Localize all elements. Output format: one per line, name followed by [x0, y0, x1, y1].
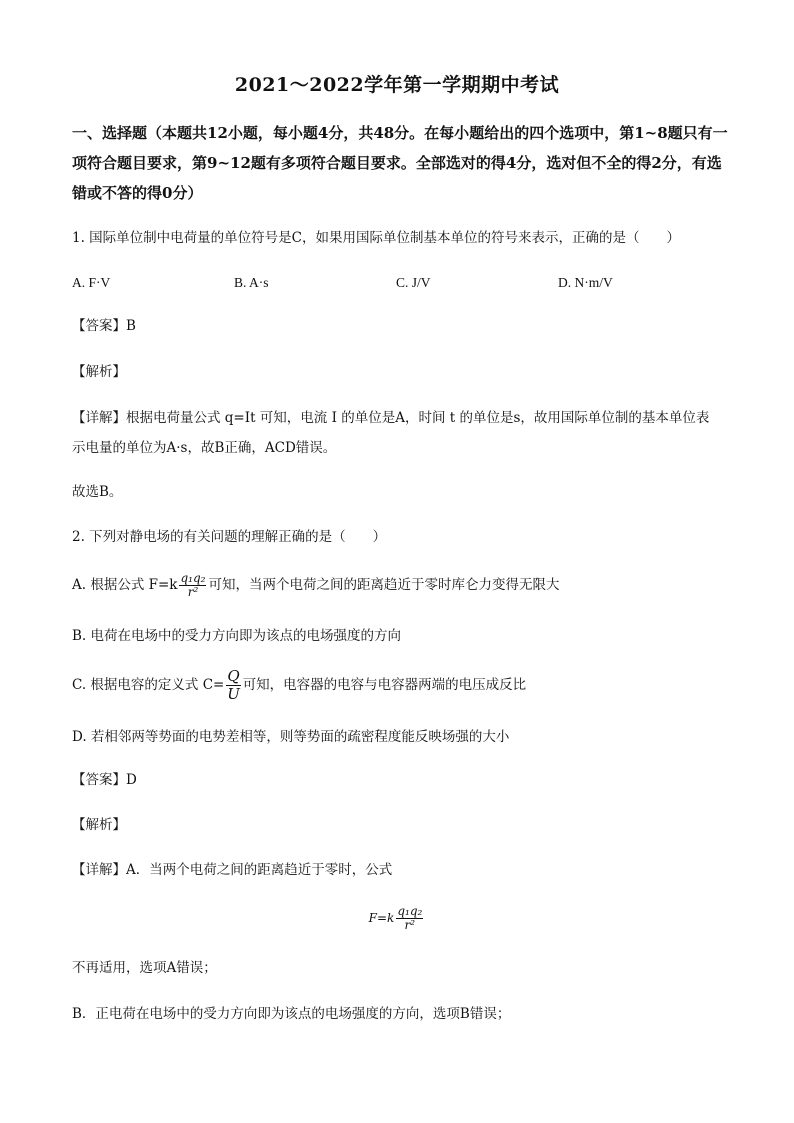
q1-option-c: C. J/V: [396, 275, 431, 290]
q2-stem: 2. 下列对静电场的有关问题的理解正确的是（ ）: [72, 529, 387, 545]
coulomb-formula-display: [0, 905, 794, 932]
q1-detail-line-2: 示电量的单位为A·s，故B正确，ACD错误。: [72, 440, 337, 456]
q2-option-c: [72, 668, 526, 703]
page-title: 2021～2022学年第一学期期中考试: [234, 74, 560, 96]
q2-option-a-suffix: 可知，当两个电荷之间的距离趋近于零时库仑力变得无限大: [208, 577, 560, 593]
capacitance-denominator: U: [227, 685, 240, 703]
q1-answer: 【答案】B: [72, 318, 136, 334]
formula-numerator: q₁q₂: [397, 904, 423, 918]
q2-option-b: B. 电荷在电场中的受力方向即为该点的电场强度的方向: [72, 628, 402, 644]
q2-option-a: [72, 572, 559, 599]
capacitance-fraction: [226, 668, 240, 703]
section-instructions: 一、选择题（本题共12小题，每小题4分，共48分。在每小题给出的四个选项中，第1~8题只有一项符合题目要求，第9~12题有多项符合题目要求。全部选对的得4分，选对但不全的得2分，有选错或不答的得0分）: [72, 124, 728, 202]
q2-detail-line-2: 不再适用，选项A错误；: [72, 960, 217, 976]
q1-detail-line-1: 【详解】根据电荷量公式 q=It 可知，电流 I 的单位是A，时间 t 的单位是s，故用国际单位制的基本单位表: [72, 410, 710, 426]
q2-option-d: D. 若相邻两等势面的电势差相等，则等势面的疏密程度能反映场强的大小: [72, 729, 510, 745]
coulomb-fraction: [179, 572, 206, 599]
formula-denominator: r²: [404, 918, 416, 932]
q1-option-a: A. F·V: [72, 275, 111, 290]
q1-analysis-label: 【解析】: [72, 364, 126, 380]
q1-option-b: B. A·s: [234, 275, 269, 290]
q2-detail-line-1: 【详解】A．当两个电荷之间的距离趋近于零时，公式: [72, 862, 393, 878]
q1-stem: 1. 国际单位制中电荷量的单位符号是C，如果用国际单位制基本单位的符号来表示，正确的是（ ）: [72, 230, 680, 246]
q2-option-c-prefix: C. 根据电容的定义式 C=: [72, 677, 225, 693]
q2-answer: 【答案】D: [72, 772, 137, 788]
formula-fraction: [396, 905, 423, 932]
capacitance-numerator: Q: [227, 667, 240, 685]
q2-option-c-suffix: 可知，电容器的电容与电容器两端的电压成反比: [242, 677, 527, 693]
q1-option-d: D. N·m/V: [558, 275, 613, 290]
q2-option-a-prefix: A. 根据公式 F=k: [72, 577, 178, 593]
coulomb-numerator: q₁q₂: [180, 571, 206, 585]
q2-detail-line-3: B．正电荷在电场中的受力方向即为该点的电场强度的方向，选项B错误；: [72, 1006, 511, 1022]
q1-conclusion: 故选B。: [72, 484, 123, 500]
coulomb-denominator: r²: [187, 585, 199, 599]
formula-prefix: F=k: [368, 911, 395, 925]
q2-analysis-label: 【解析】: [72, 817, 126, 833]
